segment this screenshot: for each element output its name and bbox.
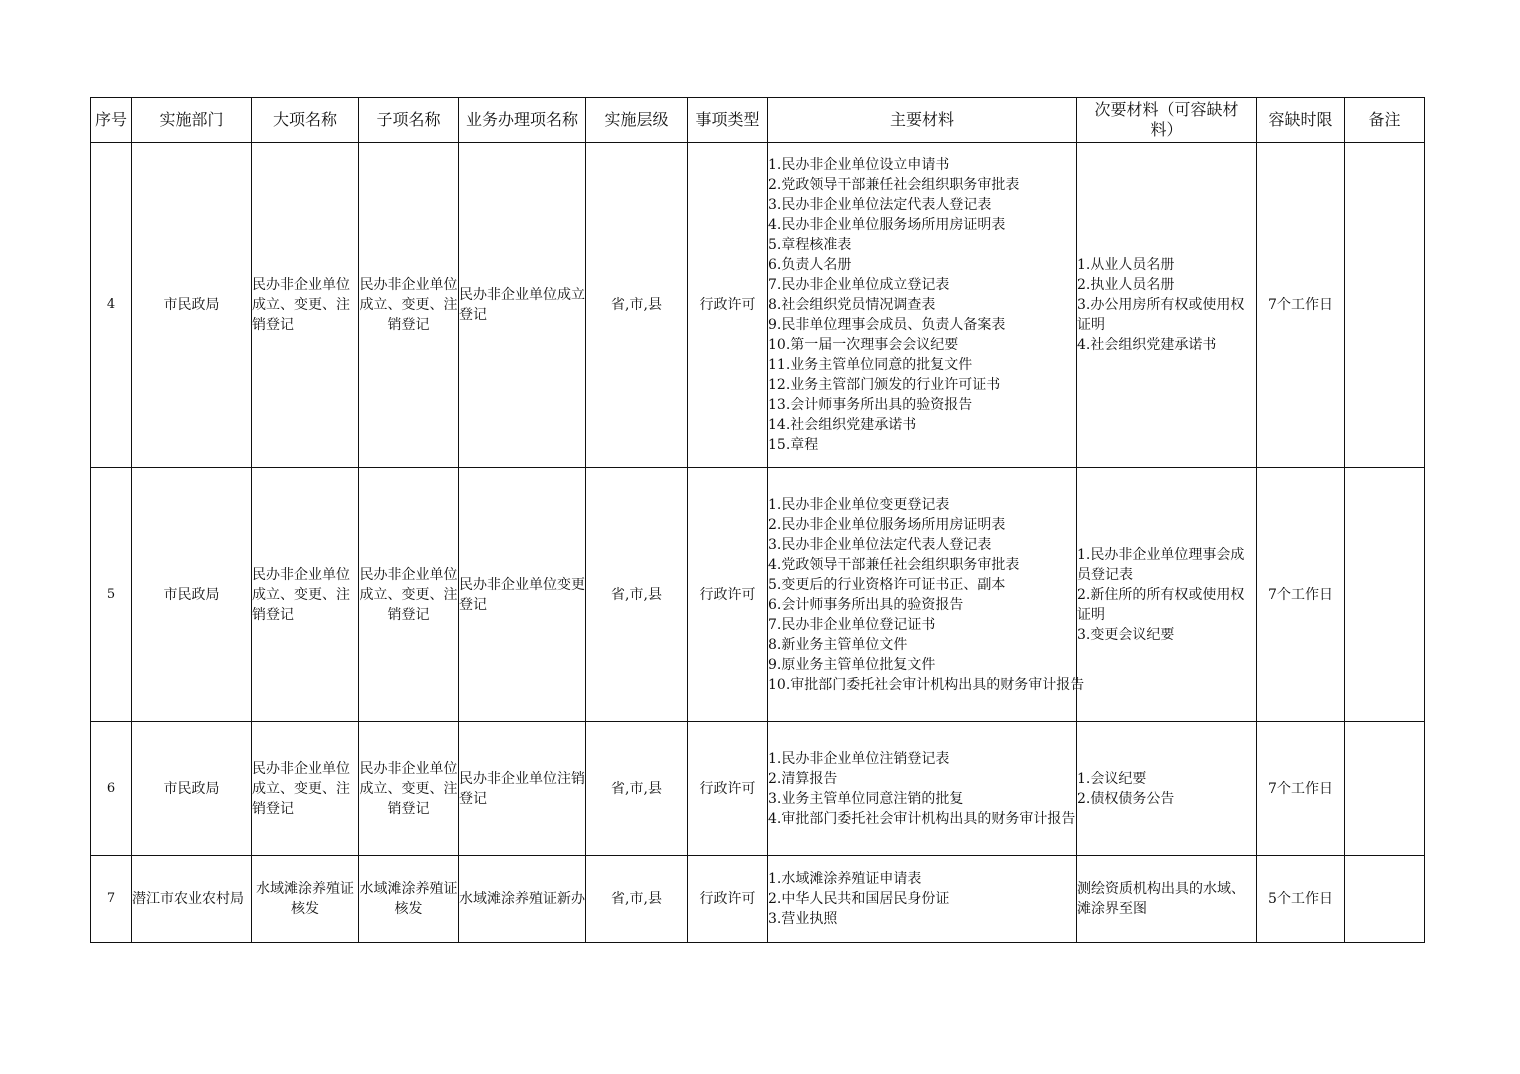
cell-secondary-materials	[1077, 856, 1257, 943]
cell-dept: 市民政局	[132, 468, 252, 722]
main-material-item: 2.清算报告	[768, 770, 838, 787]
cell-type: 行政许可	[688, 143, 768, 468]
main-material-item: 1.民办非企业单位设立申请书	[768, 157, 950, 173]
cell-business-item: 民办非企业单位注销登记	[459, 722, 586, 856]
header-dept: 实施部门	[132, 98, 252, 143]
approval-materials-table	[90, 97, 1425, 943]
cell-note	[1345, 856, 1425, 943]
header-note: 备注	[1345, 98, 1425, 143]
cell-sub-item: 水域滩涂养殖证核发	[359, 856, 459, 943]
cell-level: 省,市,县	[586, 468, 688, 722]
header-row	[91, 98, 1425, 143]
header-time-limit: 容缺时限	[1257, 98, 1345, 143]
header-secondary-materials: 次要材料（可容缺材料）	[1077, 98, 1257, 143]
cell-type: 行政许可	[688, 468, 768, 722]
main-material-item: 6.会计师事务所出具的验资报告	[768, 596, 964, 613]
main-material-item: 7.民办非企业单位成立登记表	[768, 277, 950, 293]
secondary-material-item: 1.会议纪要	[1077, 770, 1147, 787]
header-seq: 序号	[91, 98, 132, 143]
main-material-item: 12.业务主管部门颁发的行业许可证书	[768, 377, 1001, 393]
table-row	[91, 722, 1425, 856]
main-material-item: 4.民办非企业单位服务场所用房证明表	[768, 217, 1006, 233]
secondary-material-item: 2.债权债务公告	[1077, 790, 1175, 807]
cell-note	[1345, 143, 1425, 468]
main-material-item: 1.民办非企业单位注销登记表	[768, 750, 950, 767]
main-material-item: 10.审批部门委托社会审计机构出具的财务审计报告	[768, 676, 1085, 693]
cell-major-item: 民办非企业单位成立、变更、注销登记	[252, 468, 359, 722]
main-material-item: 5.章程核准表	[768, 237, 852, 253]
main-material-item: 14.社会组织党建承诺书	[768, 417, 917, 433]
cell-secondary-materials	[1077, 468, 1257, 722]
cell-major-item: 水域滩涂养殖证核发	[252, 856, 359, 943]
cell-major-item: 民办非企业单位成立、变更、注销登记	[252, 143, 359, 468]
cell-time-limit: 7个工作日	[1257, 143, 1345, 468]
cell-note	[1345, 468, 1425, 722]
main-material-item: 3.业务主管单位同意注销的批复	[768, 790, 964, 807]
main-material-item: 8.新业务主管单位文件	[768, 636, 908, 653]
main-material-item: 4.审批部门委托社会审计机构出具的财务审计报告	[768, 810, 1076, 827]
cell-time-limit: 7个工作日	[1257, 722, 1345, 856]
cell-dept: 市民政局	[132, 722, 252, 856]
main-material-item: 13.会计师事务所出具的验资报告	[768, 397, 973, 413]
cell-sub-item: 民办非企业单位成立、变更、注销登记	[359, 143, 459, 468]
cell-business-item: 民办非企业单位变更登记	[459, 468, 586, 722]
cell-main-materials	[768, 143, 1077, 468]
cell-level: 省,市,县	[586, 856, 688, 943]
cell-main-materials	[768, 856, 1077, 943]
secondary-material-item: 1.从业人员名册	[1077, 257, 1175, 273]
secondary-material-item: 3.办公用房所有权或使用权证明	[1077, 297, 1245, 333]
table-row	[91, 468, 1425, 722]
main-material-item: 8.社会组织党员情况调查表	[768, 297, 936, 313]
secondary-material-item: 3.变更会议纪要	[1077, 626, 1175, 643]
cell-seq: 4	[91, 143, 132, 468]
cell-business-item: 民办非企业单位成立登记	[459, 143, 586, 468]
cell-secondary-materials	[1077, 143, 1257, 468]
cell-time-limit: 7个工作日	[1257, 468, 1345, 722]
main-material-item: 1.民办非企业单位变更登记表	[768, 496, 950, 513]
header-sub-item: 子项名称	[359, 98, 459, 143]
table-row	[91, 856, 1425, 943]
cell-note	[1345, 722, 1425, 856]
cell-dept: 市民政局	[132, 143, 252, 468]
secondary-material-item: 4.社会组织党建承诺书	[1077, 337, 1217, 353]
main-material-item: 3.营业执照	[768, 911, 838, 927]
main-material-item: 9.民非单位理事会成员、负责人备案表	[768, 317, 1006, 333]
main-material-item: 1.水域滩涂养殖证申请表	[768, 871, 922, 887]
cell-major-item: 民办非企业单位成立、变更、注销登记	[252, 722, 359, 856]
main-material-item: 5.变更后的行业资格许可证书正、副本	[768, 576, 1006, 593]
cell-secondary-materials	[1077, 722, 1257, 856]
cell-main-materials	[768, 722, 1077, 856]
cell-level: 省,市,县	[586, 143, 688, 468]
main-material-item: 7.民办非企业单位登记证书	[768, 616, 936, 633]
main-material-item: 3.民办非企业单位法定代表人登记表	[768, 536, 992, 553]
header-type: 事项类型	[688, 98, 768, 143]
cell-dept: 潜江市农业农村局	[132, 856, 252, 943]
main-material-item: 2.党政领导干部兼任社会组织职务审批表	[768, 177, 1020, 193]
main-material-item: 2.民办非企业单位服务场所用房证明表	[768, 516, 1006, 533]
secondary-material-item: 测绘资质机构出具的水域、滩涂界至图	[1077, 881, 1245, 917]
cell-type: 行政许可	[688, 856, 768, 943]
main-material-item: 4.党政领导干部兼任社会组织职务审批表	[768, 556, 1020, 573]
cell-sub-item: 民办非企业单位成立、变更、注销登记	[359, 722, 459, 856]
cell-sub-item: 民办非企业单位成立、变更、注销登记	[359, 468, 459, 722]
table-row	[91, 143, 1425, 468]
header-level: 实施层级	[586, 98, 688, 143]
cell-level: 省,市,县	[586, 722, 688, 856]
secondary-material-item: 1.民办非企业单位理事会成员登记表	[1077, 546, 1245, 583]
header-business-item: 业务办理项名称	[459, 98, 586, 143]
secondary-material-item: 2.新住所的所有权或使用权证明	[1077, 586, 1245, 623]
cell-main-materials	[768, 468, 1085, 722]
header-major-item: 大项名称	[252, 98, 359, 143]
main-material-item: 15.章程	[768, 437, 819, 453]
cell-seq: 7	[91, 856, 132, 943]
main-material-item: 6.负责人名册	[768, 257, 852, 273]
main-material-item: 10.第一届一次理事会会议纪要	[768, 337, 959, 353]
main-material-item: 9.原业务主管单位批复文件	[768, 656, 936, 673]
cell-time-limit: 5个工作日	[1257, 856, 1345, 943]
header-main-materials: 主要材料	[768, 98, 1077, 143]
cell-seq: 5	[91, 468, 132, 722]
cell-type: 行政许可	[688, 722, 768, 856]
main-material-item: 2.中华人民共和国居民身份证	[768, 891, 950, 907]
cell-seq: 6	[91, 722, 132, 856]
secondary-material-item: 2.执业人员名册	[1077, 277, 1175, 293]
main-material-item: 3.民办非企业单位法定代表人登记表	[768, 197, 992, 213]
cell-business-item: 水域滩涂养殖证新办	[459, 856, 586, 943]
main-material-item: 11.业务主管单位同意的批复文件	[768, 357, 973, 373]
